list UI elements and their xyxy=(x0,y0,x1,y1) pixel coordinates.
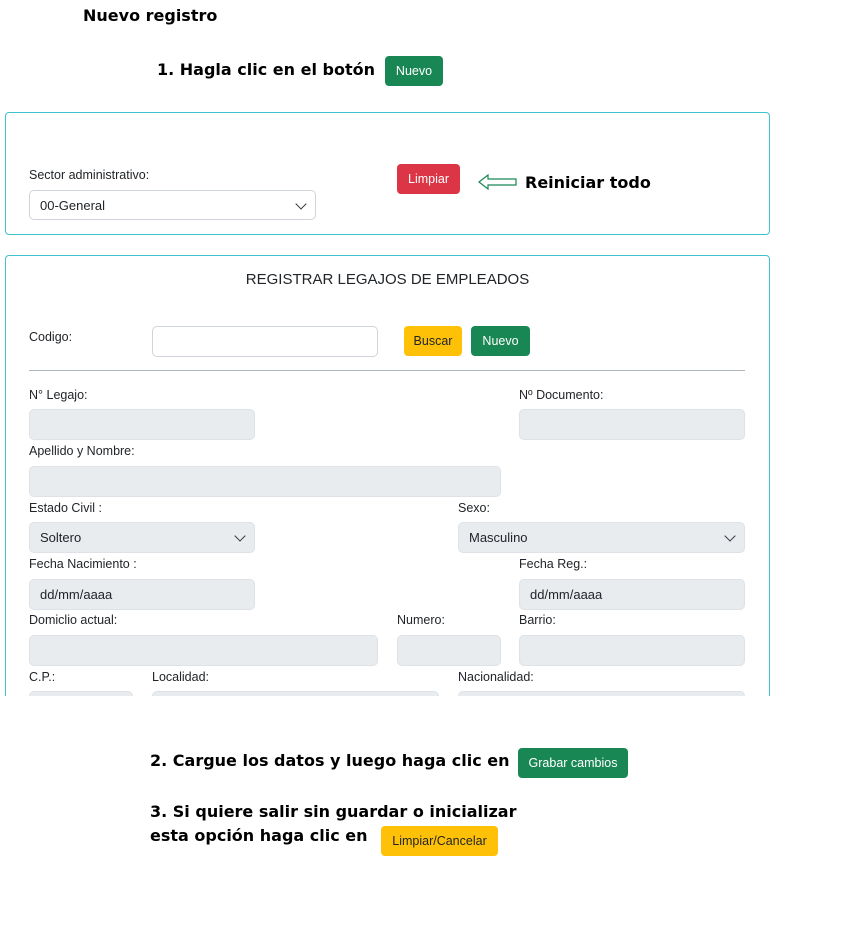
codigo-label: Codigo: xyxy=(29,330,73,344)
domicilio-label: Domiclio actual: xyxy=(29,613,118,627)
cp-label: C.P.: xyxy=(29,670,56,684)
numero-label: Numero: xyxy=(397,613,445,627)
cp-input[interactable] xyxy=(29,691,133,696)
limpiar-cancelar-button[interactable]: Limpiar/Cancelar xyxy=(381,826,498,856)
step3-instruction-line1: 3. Si quiere salir sin guardar o inicializar xyxy=(150,802,517,821)
sector-select-value: 00-General xyxy=(40,197,106,213)
nacionalidad-input[interactable] xyxy=(458,691,745,696)
numero-input[interactable] xyxy=(397,635,501,666)
fecha-reg-placeholder: dd/mm/aaaa xyxy=(530,587,603,602)
fecha-nac-placeholder: dd/mm/aaaa xyxy=(40,587,113,602)
fecha-reg-input[interactable] xyxy=(519,579,745,610)
chevron-down-icon xyxy=(234,530,245,541)
barrio-input[interactable] xyxy=(519,635,745,666)
page-title: Nuevo registro xyxy=(83,6,218,25)
domicilio-input[interactable] xyxy=(29,635,378,666)
form-nuevo-button[interactable]: Nuevo xyxy=(471,326,530,356)
chevron-down-icon xyxy=(295,198,306,209)
arrow-left-icon xyxy=(478,174,518,190)
sexo-label: Sexo: xyxy=(458,501,490,515)
sexo-select[interactable] xyxy=(458,522,745,553)
localidad-input[interactable] xyxy=(152,691,439,696)
limpiar-button[interactable]: Limpiar xyxy=(397,164,460,194)
estado-civil-value: Soltero xyxy=(40,530,82,545)
documento-label: Nº Documento: xyxy=(519,388,604,402)
buscar-button[interactable]: Buscar xyxy=(404,326,462,356)
form-title: REGISTRAR LEGAJOS DE EMPLEADOS xyxy=(245,271,530,288)
step2-instruction: 2. Cargue los datos y luego haga clic en xyxy=(150,751,510,770)
divider xyxy=(29,370,745,371)
codigo-input[interactable] xyxy=(152,326,378,357)
nacionalidad-label: Nacionalidad: xyxy=(458,670,534,684)
step1-nuevo-button[interactable]: Nuevo xyxy=(385,56,443,86)
documento-input[interactable] xyxy=(519,409,745,440)
reiniciar-hint: Reiniciar todo xyxy=(525,173,651,192)
sector-label: Sector administrativo: xyxy=(29,168,150,182)
sexo-value: Masculino xyxy=(469,530,528,545)
sector-card xyxy=(5,112,770,235)
apellido-input[interactable] xyxy=(29,466,501,497)
legajo-label: N° Legajo: xyxy=(29,388,88,402)
fecha-nac-label: Fecha Nacimiento : xyxy=(29,557,137,571)
barrio-label: Barrio: xyxy=(519,613,556,627)
fecha-nac-input[interactable] xyxy=(29,579,255,610)
form-clip xyxy=(0,250,841,696)
fecha-reg-label: Fecha Reg.: xyxy=(519,557,588,571)
legajo-input[interactable] xyxy=(29,409,255,440)
grabar-cambios-button[interactable]: Grabar cambios xyxy=(518,748,628,778)
apellido-label: Apellido y Nombre: xyxy=(29,444,135,458)
form-card xyxy=(5,255,770,696)
localidad-label: Localidad: xyxy=(152,670,209,684)
step1-instruction: 1. Hagla clic en el botón xyxy=(157,60,375,79)
sector-select[interactable] xyxy=(29,190,316,220)
chevron-down-icon xyxy=(724,530,735,541)
estado-civil-label: Estado Civil : xyxy=(29,501,102,515)
step3-instruction-line2: esta opción haga clic en xyxy=(150,826,368,845)
estado-civil-select[interactable] xyxy=(29,522,255,553)
